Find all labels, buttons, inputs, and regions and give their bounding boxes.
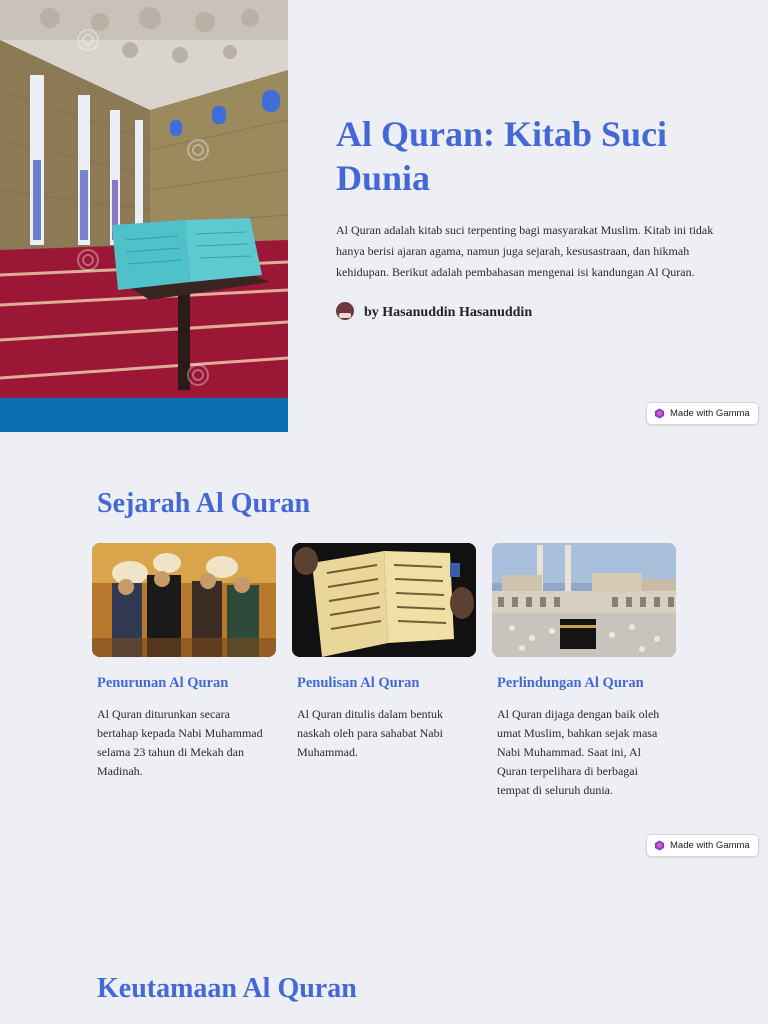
card-title: Perlindungan Al Quran (497, 675, 644, 691)
history-card (292, 543, 476, 762)
hero-description: Al Quran adalah kitab suci terpenting bagi masyarakat Muslim. Kitab ini tidak hanya berisi ajaran agama, namun juga sejarah, kesusastraan, dan hikmah kehidupan. Berikut adalah pembahasan mengenai isi kandungan Al Quran. (336, 223, 714, 279)
card-image-manuscript (292, 543, 476, 657)
card-title: Penulisan Al Quran (297, 675, 420, 691)
history-card (492, 543, 676, 800)
avatar (336, 302, 354, 320)
card-text: Al Quran diturunkan secara bertahap kepada Nabi Muhammad selama 23 tahun di Mekah dan Madinah. (97, 707, 263, 778)
badge-label: Made with Gamma (670, 840, 750, 851)
card-image-revelation (92, 543, 276, 657)
card-text: Al Quran ditulis dalam bentuk naskah oleh para sahabat Nabi Muhammad. (297, 707, 443, 759)
gamma-logo-icon (654, 840, 665, 851)
made-with-gamma-button[interactable] (646, 402, 759, 425)
section-title-history: Sejarah Al Quran (97, 488, 311, 519)
card-text: Al Quran dijaga dengan baik oleh umat Muslim, bahkan sejak masa Nabi Muhammad. Saat ini, Al Quran terpelihara di berbagai tempat di seluruh dunia. (497, 707, 660, 797)
hero-section (0, 0, 768, 432)
card-title: Penurunan Al Quran (97, 675, 229, 691)
author-name: by Hasanuddin Hasanuddin (364, 305, 533, 320)
hero-image (0, 0, 288, 432)
card-image-kaaba (492, 543, 676, 657)
hero-content (336, 112, 716, 321)
author-line (336, 305, 716, 321)
page-title: Al Quran: Kitab Suci Dunia (336, 114, 668, 198)
history-card (92, 543, 276, 781)
gamma-logo-icon (654, 408, 665, 419)
badge-label: Made with Gamma (670, 408, 750, 419)
section-title-virtues: Keutamaan Al Quran (97, 973, 357, 1004)
made-with-gamma-button[interactable] (646, 834, 759, 857)
